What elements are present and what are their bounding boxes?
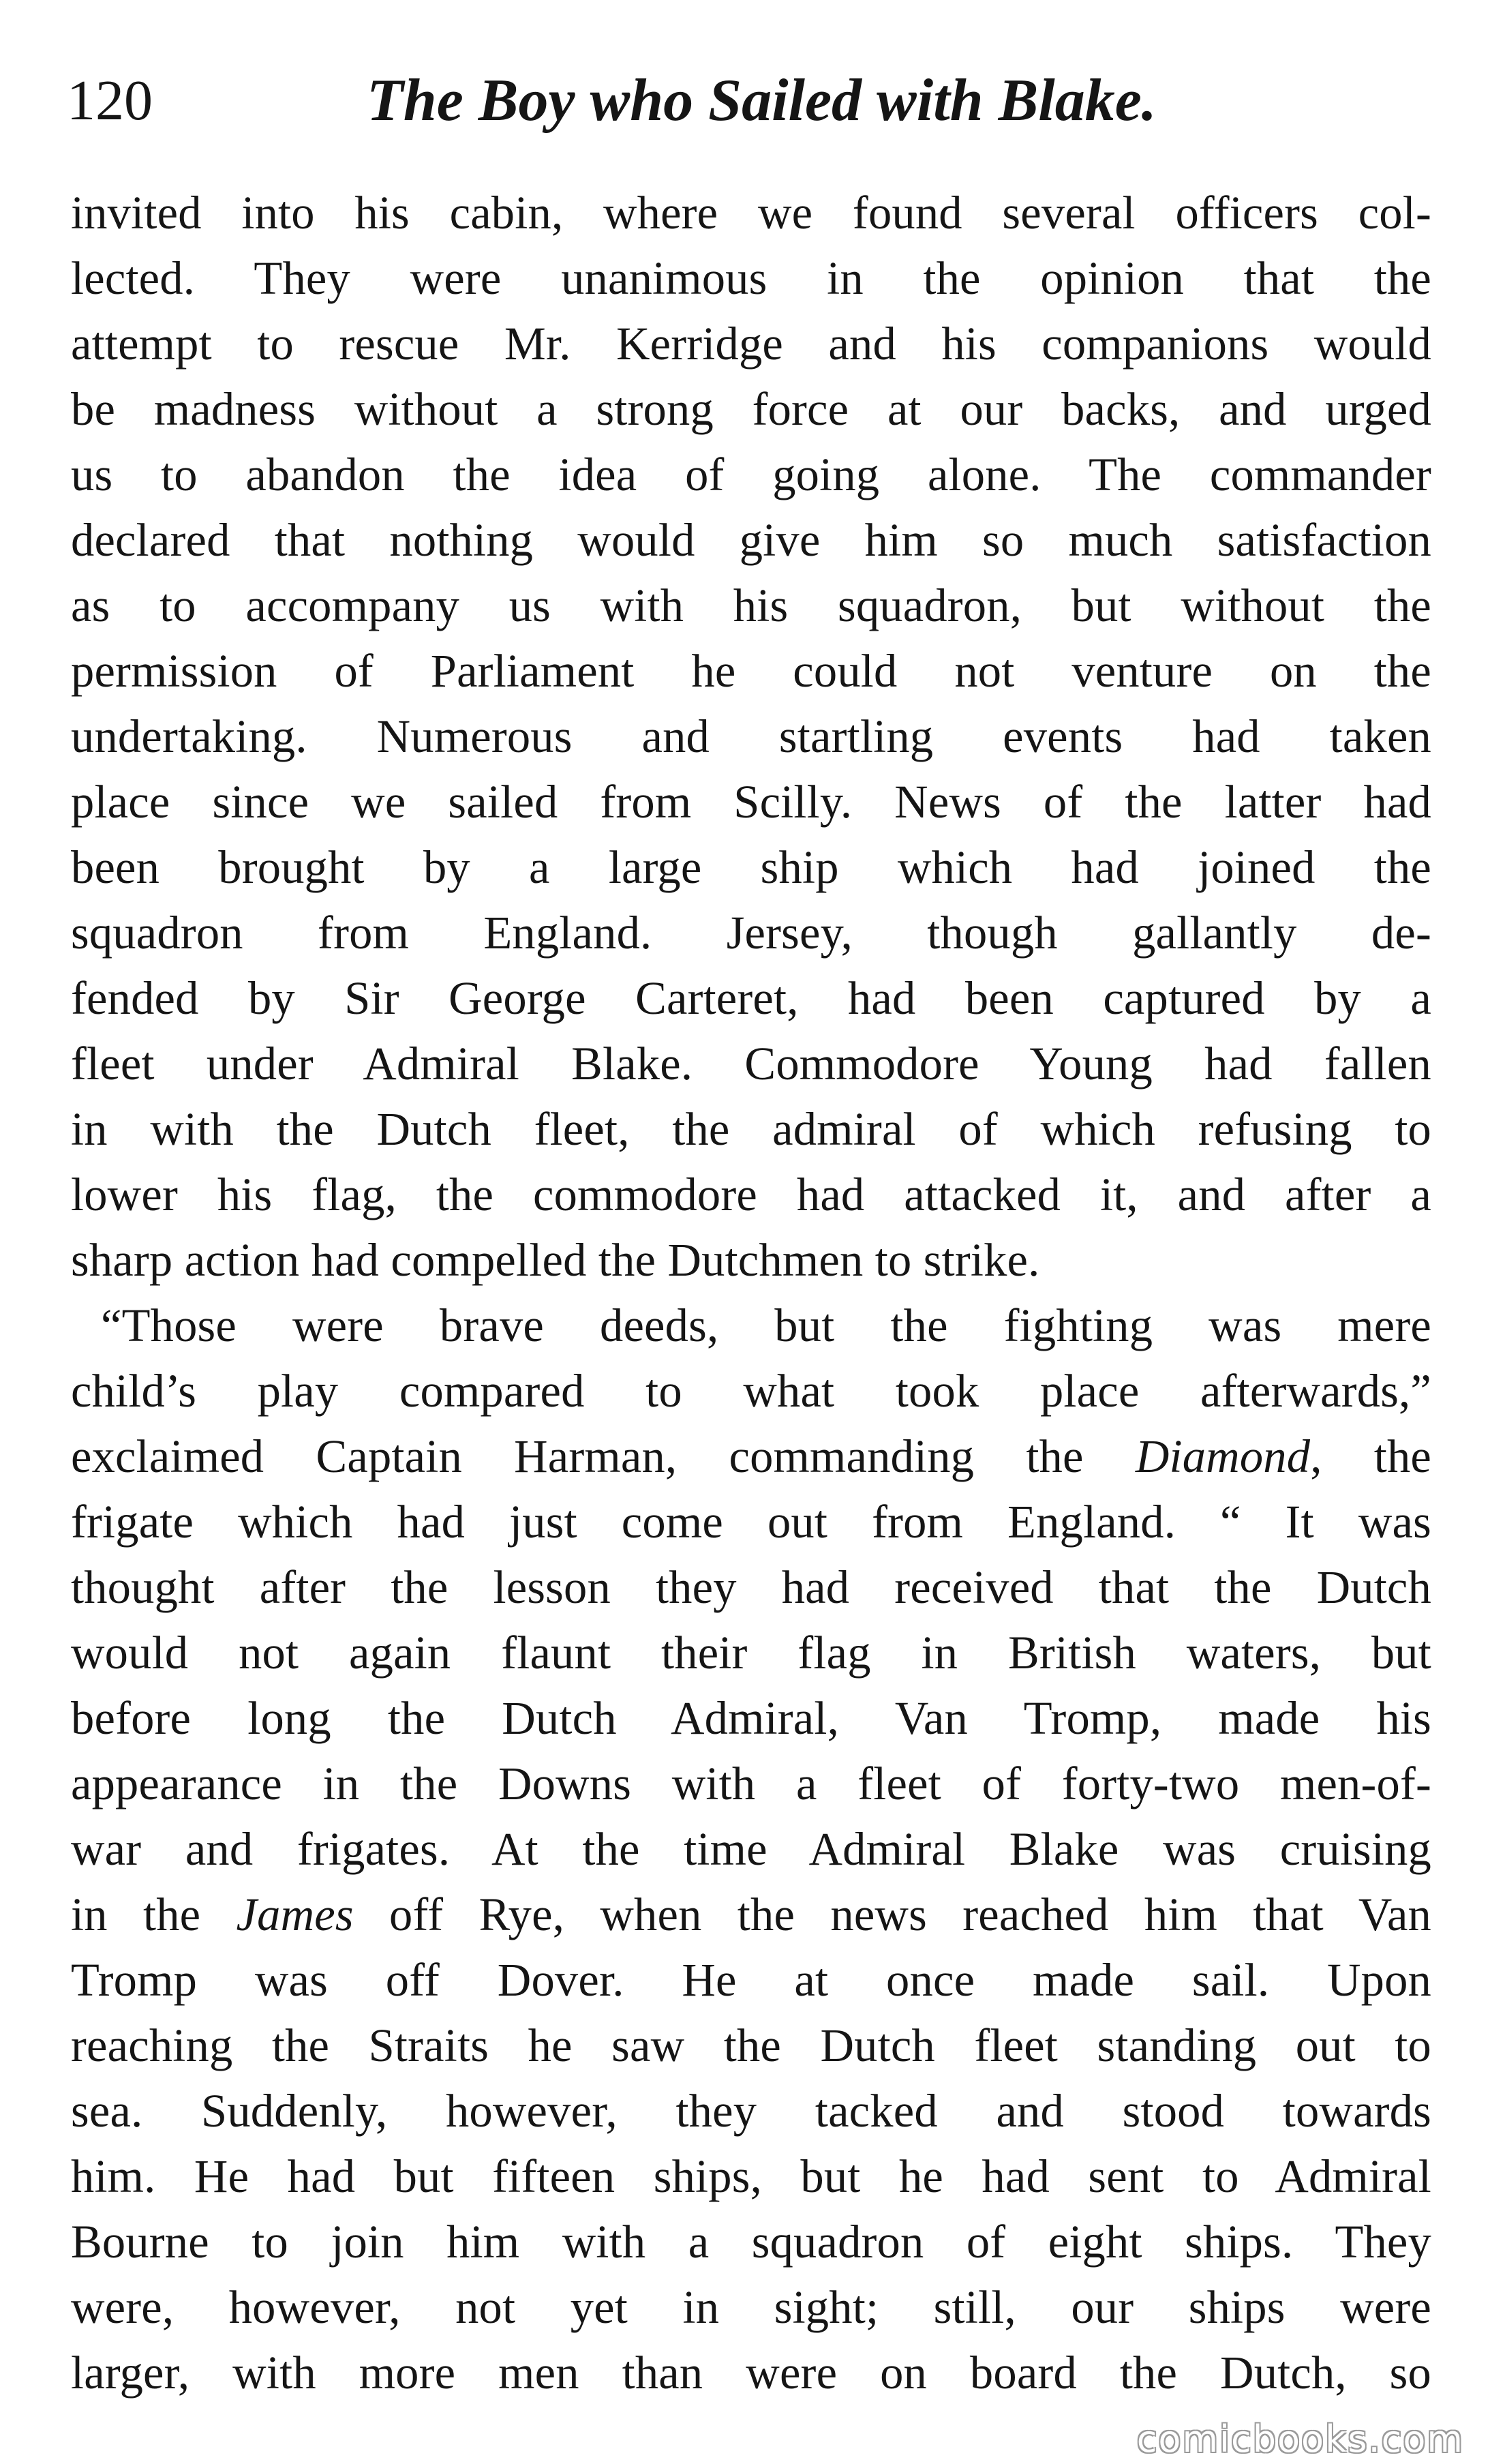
text-line-12: squadron from England. Jersey, though gallantly de-: [71, 907, 1431, 959]
running-head: [67, 60, 1430, 142]
text-line-19: child’s play compared to what took place afterwards,”: [71, 1365, 1431, 1417]
text-line-28: Tromp was off Dover. He at once made sail. Upon: [71, 1954, 1431, 2006]
text-line-27: in the James off Rye, when the news reached him that Van: [71, 1889, 1431, 1940]
text-line-16: lower his flag, the commodore had attacked it, and after a: [71, 1169, 1431, 1220]
text-line-25: appearance in the Downs with a fleet of forty-two men-of-: [71, 1758, 1431, 1809]
text-line-5: us to abandon the idea of going alone. The commander: [71, 449, 1431, 500]
text-line-34: larger, with more men than were on board the Dutch, so: [71, 2347, 1431, 2399]
text-line-11: been brought by a large ship which had joined the: [71, 841, 1431, 893]
text-line-9: undertaking. Numerous and startling events had taken: [71, 710, 1431, 762]
text-line-1: invited into his cabin, where we found several officers col-: [71, 187, 1431, 239]
body-text: [71, 180, 1431, 2405]
text-line-22: thought after the lesson they had received that the Dutch: [71, 1561, 1431, 1613]
text-line-13: fended by Sir George Carteret, had been captured by a: [71, 972, 1431, 1024]
text-line-31: him. He had but fifteen ships, but he had sent to Admiral: [71, 2150, 1431, 2202]
text-line-15: in with the Dutch fleet, the admiral of which refusing to: [71, 1103, 1431, 1155]
text-line-32: Bourne to join him with a squadron of eight ships. They: [71, 2216, 1431, 2268]
text-line-2: lected. They were unanimous in the opinion that the: [71, 252, 1431, 304]
page-number: 120: [67, 69, 153, 132]
text-line-18: “Those were brave deeds, but the fighting was mere: [101, 1299, 1431, 1351]
text-line-24: before long the Dutch Admiral, Van Tromp, made his: [71, 1692, 1431, 1744]
text-line-23: would not again flaunt their flag in British waters, but: [71, 1627, 1431, 1679]
text-line-33: were, however, not yet in sight; still, our ships were: [71, 2281, 1431, 2333]
text-line-30: sea. Suddenly, however, they tacked and stood towards: [71, 2085, 1431, 2137]
text-line-26: war and frigates. At the time Admiral Blake was cruising: [71, 1823, 1431, 1875]
text-line-4: be madness without a strong force at our backs, and urged: [71, 383, 1431, 435]
text-line-14: fleet under Admiral Blake. Commodore Young had fallen: [71, 1038, 1431, 1090]
text-line-6: declared that nothing would give him so much satisfaction: [71, 514, 1431, 566]
text-line-20: exclaimed Captain Harman, commanding the Diamond, the: [71, 1430, 1431, 1482]
watermark: comicbooks.com: [1136, 2418, 1464, 2461]
text-line-3: attempt to rescue Mr. Kerridge and his companions would: [71, 318, 1431, 370]
text-line-17: sharp action had compelled the Dutchmen to strike.: [71, 1234, 1040, 1286]
text-line-10: place since we sailed from Scilly. News of the latter had: [71, 776, 1431, 828]
text-line-21: frigate which had just come out from England. “ It was: [71, 1496, 1431, 1548]
text-line-8: permission of Parliament he could not venture on the: [71, 645, 1431, 697]
text-line-7: as to accompany us with his squadron, but without the: [71, 580, 1431, 631]
text-line-29: reaching the Straits he saw the Dutch fleet standing out to: [71, 2019, 1431, 2071]
running-title: The Boy who Sailed with Blake.: [367, 67, 1157, 134]
